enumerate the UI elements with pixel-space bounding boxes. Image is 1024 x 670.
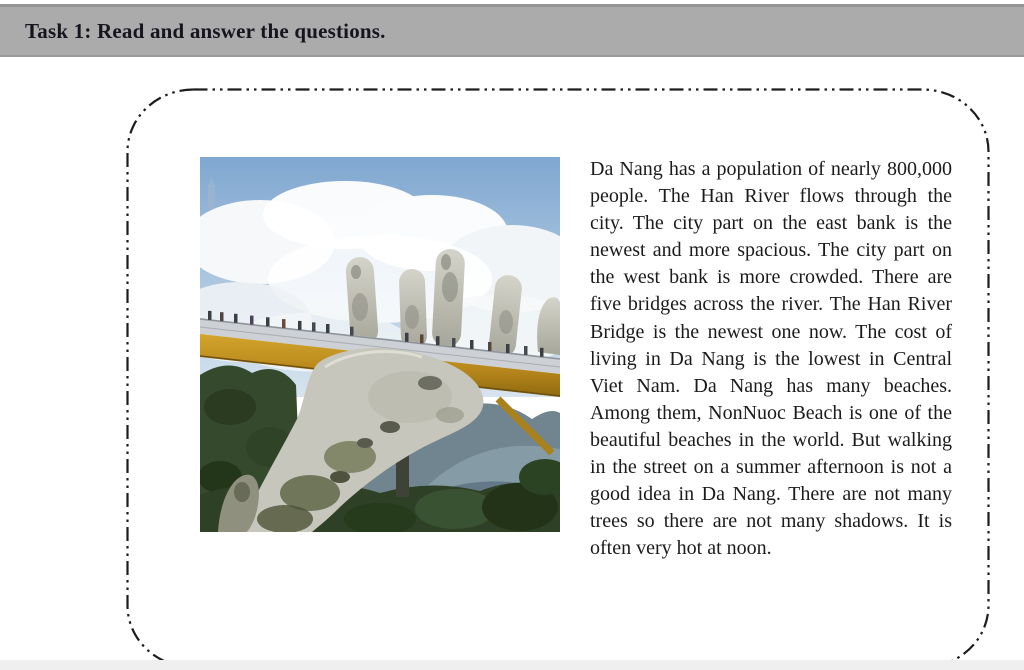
danang-bridge-photo [200, 157, 560, 532]
bottom-scan-strip [0, 660, 1024, 670]
reading-passage: Da Nang has a population of nearly 800,000 people. The Han River flows through the city. The city part on the east bank is the newest and more spacious. The city part on the west bank is more crowded. There are five bridges across the river. The Han River Bridge is the newest one now. The cost of living in Da Nang is the lowest in Central Viet Nam. Da Nang has many beaches. Among them, NonNuoc Beach is one of the beautiful beaches in the world. But walking in the street on a summer afternoon is not a good idea in Da Nang. There are not many trees so there are not many shadows. It is often very hot at noon. [590, 158, 952, 560]
task-title: Task 1: Read and answer the questions. [25, 18, 386, 43]
